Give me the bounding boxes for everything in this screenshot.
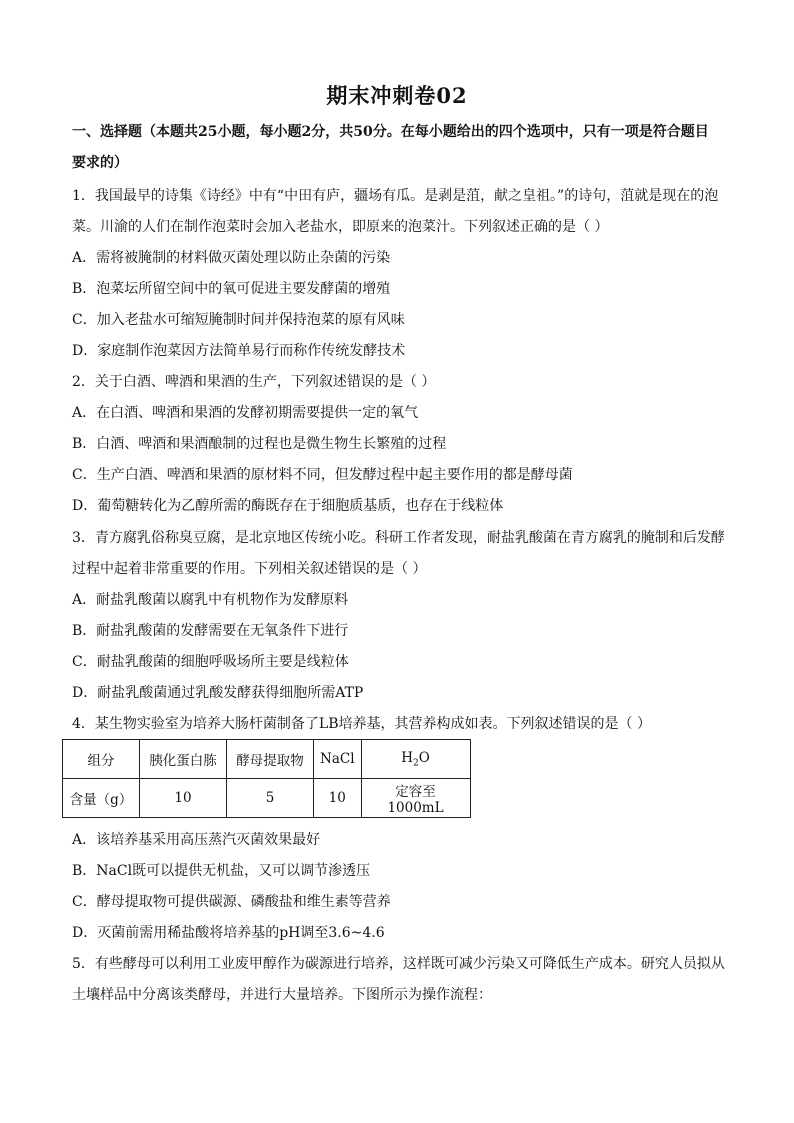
table-header-cell-water	[361, 740, 470, 779]
q1-stem-line1: 1．我国最早的诗集《诗经》中有“中田有庐，疆场有瓜。是剥是菹，献之皇祖。”的诗句，菹就是现在的泡	[72, 188, 719, 204]
table-header-cell: 组分	[63, 740, 140, 779]
water-o: O	[418, 749, 430, 766]
q1-stem-line2: 菜。川渝的人们在制作泡菜时会加入老盐水，即原来的泡菜汁。下列叙述正确的是（ ）	[72, 219, 609, 235]
q2-option-c: C．生产白酒、啤酒和果酒的原材料不同，但发酵过程中起主要作用的都是酵母菌	[72, 467, 573, 483]
lb-medium-table	[62, 739, 471, 818]
q3-option-b: B．耐盐乳酸菌的发酵需要在无氧条件下进行	[72, 623, 349, 639]
q4-stem-line1: 4．某生物实验室为培养大肠杆菌制备了LB培养基，其营养构成如表。下列叙述错误的是（ ）	[72, 716, 651, 732]
table-cell: 含量（g）	[63, 779, 140, 818]
table-cell: 10	[140, 779, 227, 818]
table-header-cell: 酵母提取物	[227, 740, 314, 779]
q3-stem-line1: 3．青方腐乳俗称臭豆腐，是北京地区传统小吃。科研工作者发现，耐盐乳酸菌在青方腐乳的腌制和后发酵	[72, 530, 725, 546]
table-header-cell: NaCl	[314, 740, 362, 779]
q3-option-c: C．耐盐乳酸菌的细胞呼吸场所主要是线粒体	[72, 654, 349, 670]
water-subscript: 2	[413, 758, 419, 769]
q1-option-c: C．加入老盐水可缩短腌制时间并保持泡菜的原有风味	[72, 312, 405, 328]
table-cell: 10	[314, 779, 362, 818]
q3-stem-line2: 过程中起着非常重要的作用。下列相关叙述错误的是（ ）	[72, 561, 427, 577]
q4-option-c: C．酵母提取物可提供碳源、磷酸盐和维生素等营养	[72, 894, 391, 910]
q4-option-d: D．灭菌前需用稀盐酸将培养基的pH调至3.6~4.6	[72, 925, 385, 941]
q3-option-a: A．耐盐乳酸菌以腐乳中有机物作为发酵原料	[72, 592, 349, 608]
q5-stem-line2: 土壤样品中分离该类酵母，并进行大量培养。下图所示为操作流程：	[72, 987, 492, 1003]
table-header-row	[63, 740, 471, 779]
q4-option-b: B．NaCl既可以提供无机盐，又可以调节渗透压	[72, 863, 371, 879]
q1-option-a: A．需将被腌制的材料做灭菌处理以防止杂菌的污染	[72, 250, 391, 266]
table-row	[63, 779, 471, 818]
section-heading-line1: 一、选择题（本题共25小题，每小题2分，共50分。在每小题给出的四个选项中，只有一项是符合题目	[72, 124, 709, 140]
table-header-cell: 胰化蛋白胨	[140, 740, 227, 779]
q1-option-b: B．泡菜坛所留空间中的氧可促进主要发酵菌的增殖	[72, 281, 391, 297]
q5-stem-line1: 5．有些酵母可以利用工业废甲醇作为碳源进行培养，这样既可减少污染又可降低生产成本。研究人员拟从	[72, 956, 725, 972]
page-title: 期末冲刺卷02	[326, 83, 468, 108]
table-cell: 5	[227, 779, 314, 818]
water-h: H	[401, 749, 413, 766]
section-heading-line2: 要求的）	[72, 155, 128, 171]
q4-option-a: A．该培养基采用高压蒸汽灭菌效果最好	[72, 832, 321, 848]
q2-option-b: B．白酒、啤酒和果酒酿制的过程也是微生物生长繁殖的过程	[72, 436, 447, 452]
q1-option-d: D．家庭制作泡菜因方法简单易行而称作传统发酵技术	[72, 343, 406, 359]
q2-option-d: D．葡萄糖转化为乙醇所需的酶既存在于细胞质基质，也存在于线粒体	[72, 498, 504, 514]
table-cell: 定容至1000mL	[361, 779, 470, 818]
q3-option-d: D．耐盐乳酸菌通过乳酸发酵获得细胞所需ATP	[72, 685, 364, 701]
q2-stem-line1: 2．关于白酒、啤酒和果酒的生产，下列叙述错误的是（ ）	[72, 374, 436, 390]
q2-option-a: A．在白酒、啤酒和果酒的发酵初期需要提供一定的氧气	[72, 405, 419, 421]
